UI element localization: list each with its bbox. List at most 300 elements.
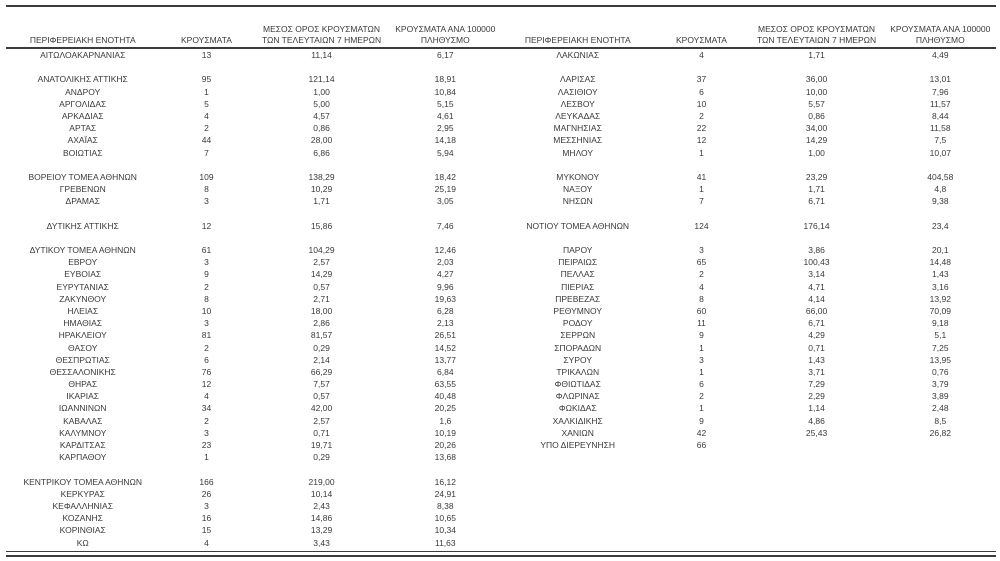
cases-value: 3 xyxy=(699,354,704,365)
avg-7day-value: 14,29 xyxy=(310,269,333,280)
per-100k-value: 5,1 xyxy=(934,330,947,341)
cases-value: 26 xyxy=(201,488,212,499)
avg-7day-value: 0,71 xyxy=(313,427,330,438)
region-name: ΚΕΝΤΡΙΚΟΥ ΤΟΜΕΑ ΑΘΗΝΩΝ xyxy=(23,476,142,487)
table-row xyxy=(501,439,996,451)
per-100k-value: 11,63 xyxy=(434,537,456,548)
avg-7day-value: 10,00 xyxy=(805,86,828,97)
spacer-cell xyxy=(654,524,748,536)
table-row xyxy=(6,268,501,280)
regions-table-left xyxy=(6,7,501,549)
avg-7day-value: 36,00 xyxy=(805,74,828,85)
spacer-cell xyxy=(501,61,654,73)
avg-7day-value: 4,71 xyxy=(808,281,825,292)
avg-7day-value: 2,29 xyxy=(808,391,825,402)
spacer-cell xyxy=(654,159,748,171)
cases-value: 9 xyxy=(204,269,209,280)
spacer-row xyxy=(501,537,996,549)
column-header-per-100k: ΚΡΟΥΣΜΑΤΑ ΑΝΑ 100000 ΠΛΗΘΥΣΜΟ xyxy=(885,7,996,48)
region-name: ΦΛΩΡΙΝΑΣ xyxy=(555,391,600,402)
cases-value: 2 xyxy=(699,110,704,121)
spacer-cell xyxy=(748,451,884,463)
per-100k-value: 19,63 xyxy=(434,293,456,304)
cases-value: 4 xyxy=(699,50,704,60)
spacer-cell xyxy=(748,207,884,219)
table-row xyxy=(501,342,996,354)
cases-value: 7 xyxy=(204,147,209,158)
column-header-per-100k: ΚΡΟΥΣΜΑΤΑ ΑΝΑ 100000 ΠΛΗΘΥΣΜΟ xyxy=(390,7,501,48)
cases-value: 81 xyxy=(201,330,212,341)
cases-value: 3 xyxy=(699,245,704,255)
cases-value: 6 xyxy=(204,354,209,365)
cases-value: 22 xyxy=(696,123,707,134)
per-100k-value: 7,25 xyxy=(932,342,949,353)
avg-7day-value: 3,43 xyxy=(313,537,330,548)
spacer-row xyxy=(501,159,996,171)
spacer-row xyxy=(501,512,996,524)
table-row xyxy=(6,256,501,268)
spacer-cell xyxy=(6,232,159,244)
spacer-cell xyxy=(6,61,159,73)
cases-value: 66 xyxy=(696,440,707,450)
column-header-cases: ΚΡΟΥΣΜΑΤΑ xyxy=(159,7,253,48)
cases-value: 9 xyxy=(699,415,704,426)
cases-value: 23 xyxy=(201,440,212,450)
table-row xyxy=(6,439,501,451)
spacer-cell xyxy=(159,463,253,475)
table-row xyxy=(6,451,501,463)
avg-7day-value: 1,00 xyxy=(313,86,330,97)
region-name: ΛΑΣΙΘΙΟΥ xyxy=(557,86,598,97)
avg-7day-value: 66,00 xyxy=(805,305,828,316)
per-100k-value: 2,13 xyxy=(437,318,454,329)
cases-value: 2 xyxy=(699,391,704,402)
spacer-cell xyxy=(501,524,654,536)
cases-value: 1 xyxy=(699,147,704,158)
avg-7day-value: 219,00 xyxy=(308,476,335,487)
column-header-avg-7day: ΜΕΣΟΣ ΟΡΟΣ ΚΡΟΥΣΜΑΤΩΝ ΤΩΝ ΤΕΛΕΥΤΑΙΩΝ 7 ΗΜΕΡΩΝ xyxy=(748,7,884,48)
avg-7day-value: 81,57 xyxy=(310,330,333,341)
table-row xyxy=(6,354,501,366)
spacer-cell xyxy=(654,500,748,512)
per-100k-value: 6,84 xyxy=(437,366,454,377)
per-100k-value: 13,01 xyxy=(929,74,951,85)
regions-table-right xyxy=(501,7,996,549)
table-row xyxy=(6,171,501,183)
region-name: ΦΘΙΩΤΙΔΑΣ xyxy=(554,379,601,390)
cases-value: 3 xyxy=(204,257,209,268)
cases-value: 41 xyxy=(696,171,707,182)
table-row xyxy=(6,98,501,110)
table-row xyxy=(501,427,996,439)
spacer-cell xyxy=(159,61,253,73)
per-100k-value: 13,95 xyxy=(929,354,951,365)
table-row xyxy=(6,390,501,402)
table-row xyxy=(501,402,996,414)
region-name: ΝΑΞΟΥ xyxy=(563,184,593,195)
avg-7day-value: 15,86 xyxy=(310,220,333,231)
table-row xyxy=(6,86,501,98)
avg-7day-value: 3,71 xyxy=(808,366,825,377)
avg-7day-value: 7,29 xyxy=(808,379,825,390)
spacer-row xyxy=(501,488,996,500)
spacer-cell xyxy=(253,232,389,244)
table-row xyxy=(501,134,996,146)
avg-7day-value: 138,29 xyxy=(308,171,335,182)
per-100k-value: 8,38 xyxy=(437,500,454,511)
spacer-cell xyxy=(885,476,996,488)
avg-7day-value: 6,71 xyxy=(808,196,825,207)
avg-7day-value: 0,57 xyxy=(313,391,330,402)
spacer-cell xyxy=(501,451,654,463)
avg-7day-value xyxy=(748,439,884,451)
spacer-cell xyxy=(253,159,389,171)
avg-7day-value: 18,00 xyxy=(310,305,333,316)
region-name: ΚΕΡΚΥΡΑΣ xyxy=(60,488,105,499)
per-100k-value: 7,46 xyxy=(437,220,454,231)
cases-value: 65 xyxy=(696,257,707,268)
spacer-cell xyxy=(654,451,748,463)
per-100k-value: 13,68 xyxy=(434,452,456,463)
table-row xyxy=(6,476,501,488)
region-name: ΚΑΡΔΙΤΣΑΣ xyxy=(59,440,106,450)
region-name: ΑΡΓΟΛΙΔΑΣ xyxy=(59,98,107,109)
spacer-cell xyxy=(654,207,748,219)
cases-value: 4 xyxy=(204,110,209,121)
region-name: ΔΥΤΙΚΗΣ ΑΤΤΙΚΗΣ xyxy=(46,220,119,231)
per-100k-value: 18,91 xyxy=(434,74,456,85)
region-name: ΙΚΑΡΙΑΣ xyxy=(66,391,100,402)
table-row xyxy=(6,402,501,414)
spacer-cell xyxy=(654,512,748,524)
region-name: ΚΑΡΠΑΘΟΥ xyxy=(59,452,107,463)
region-name: ΚΩ xyxy=(76,537,89,548)
table-header-right xyxy=(501,7,996,48)
avg-7day-value: 1,71 xyxy=(808,50,825,60)
cases-value: 3 xyxy=(204,427,209,438)
cases-value: 15 xyxy=(201,525,212,536)
table-row xyxy=(501,98,996,110)
spacer-cell xyxy=(885,61,996,73)
cases-value: 12 xyxy=(201,379,212,390)
spacer-cell xyxy=(501,207,654,219)
avg-7day-value: 2,43 xyxy=(313,500,330,511)
cases-value: 1 xyxy=(699,342,704,353)
avg-7day-value: 10,29 xyxy=(310,184,333,195)
table-row xyxy=(501,195,996,207)
region-name: ΠΡΕΒΕΖΑΣ xyxy=(555,293,601,304)
region-name: ΗΛΕΙΑΣ xyxy=(67,305,99,316)
region-name: ΛΑΡΙΣΑΣ xyxy=(559,74,596,85)
per-100k-value: 7,5 xyxy=(934,135,947,146)
cases-value: 6 xyxy=(699,86,704,97)
table-row xyxy=(6,317,501,329)
region-name: ΕΥΡΥΤΑΝΙΑΣ xyxy=(56,281,109,292)
avg-7day-value: 25,43 xyxy=(805,427,828,438)
avg-7day-value: 4,14 xyxy=(808,293,825,304)
avg-7day-value: 14,86 xyxy=(310,513,333,524)
region-name: ΧΑΝΙΩΝ xyxy=(561,427,594,438)
per-100k-value: 10,65 xyxy=(434,513,456,524)
per-100k-value: 6,17 xyxy=(437,50,454,60)
region-name: ΗΡΑΚΛΕΙΟΥ xyxy=(58,330,107,341)
spacer-cell xyxy=(885,537,996,549)
avg-7day-value: 42,00 xyxy=(310,403,333,414)
region-name: ΘΕΣΠΡΩΤΙΑΣ xyxy=(55,354,110,365)
table-row xyxy=(6,73,501,85)
cases-value: 109 xyxy=(199,171,214,182)
table-row xyxy=(6,500,501,512)
avg-7day-value: 2,57 xyxy=(313,257,330,268)
region-name: ΧΑΛΚΙΔΙΚΗΣ xyxy=(552,415,603,426)
avg-7day-value: 5,00 xyxy=(313,98,330,109)
bottom-rule xyxy=(6,551,996,557)
avg-7day-value: 4,57 xyxy=(313,110,330,121)
table-row xyxy=(6,183,501,195)
column-header-avg-7day: ΜΕΣΟΣ ΟΡΟΣ ΚΡΟΥΣΜΑΤΩΝ ΤΩΝ ΤΕΛΕΥΤΑΙΩΝ 7 ΗΜΕΡΩΝ xyxy=(253,7,389,48)
table-row xyxy=(501,366,996,378)
cases-value: 11 xyxy=(697,318,706,329)
table-row xyxy=(6,293,501,305)
region-name: ΚΕΦΑΛΛΗΝΙΑΣ xyxy=(52,500,113,511)
table-row xyxy=(6,220,501,232)
region-name: ΣΕΡΡΩΝ xyxy=(560,330,596,341)
per-100k-value: 8,44 xyxy=(932,110,949,121)
region-name: ΘΗΡΑΣ xyxy=(68,379,98,390)
cases-value: 8 xyxy=(204,293,209,304)
spacer-cell xyxy=(253,207,389,219)
avg-7day-value: 2,71 xyxy=(313,293,330,304)
spacer-cell xyxy=(390,207,501,219)
cases-value: 42 xyxy=(696,427,707,438)
per-100k-value: 4,49 xyxy=(932,50,949,60)
region-name: ΔΡΑΜΑΣ xyxy=(65,196,100,207)
table-row xyxy=(6,134,501,146)
region-name: ΜΥΚΟΝΟΥ xyxy=(556,171,600,182)
per-100k-value: 16,12 xyxy=(434,476,456,487)
per-100k-value: 63,55 xyxy=(434,379,456,390)
per-100k-value: 20,25 xyxy=(434,403,456,414)
region-name: ΠΙΕΡΙΑΣ xyxy=(561,281,595,292)
region-name: ΕΒΡΟΥ xyxy=(68,257,98,268)
table-row xyxy=(6,281,501,293)
spacer-cell xyxy=(885,207,996,219)
regional-cases-tables xyxy=(6,7,996,549)
spacer-cell xyxy=(501,500,654,512)
spacer-cell xyxy=(253,61,389,73)
spacer-cell xyxy=(501,512,654,524)
spacer-cell xyxy=(390,61,501,73)
region-name: ΝΗΣΩΝ xyxy=(562,196,593,207)
cases-value: 44 xyxy=(201,135,212,146)
avg-7day-value: 2,86 xyxy=(313,318,330,329)
per-100k-value: 13,77 xyxy=(434,354,456,365)
table-row xyxy=(501,329,996,341)
table-row xyxy=(501,378,996,390)
per-100k-value: 14,52 xyxy=(434,342,456,353)
column-header-cases: ΚΡΟΥΣΜΑΤΑ xyxy=(654,7,748,48)
avg-7day-value: 23,29 xyxy=(805,171,828,182)
table-body-left xyxy=(6,48,501,549)
spacer-row xyxy=(6,232,501,244)
table-row xyxy=(501,268,996,280)
avg-7day-value: 0,86 xyxy=(313,123,330,134)
spacer-cell xyxy=(654,232,748,244)
avg-7day-value: 1,71 xyxy=(313,196,330,207)
region-name: ΑΝΔΡΟΥ xyxy=(65,86,101,97)
region-name: ΒΟΙΩΤΙΑΣ xyxy=(62,147,103,158)
cases-value: 166 xyxy=(199,476,214,487)
avg-7day-value: 176,14 xyxy=(803,220,830,231)
spacer-cell xyxy=(748,476,884,488)
per-100k-value: 14,18 xyxy=(434,135,456,146)
spacer-row xyxy=(501,463,996,475)
table-row xyxy=(501,305,996,317)
table-row xyxy=(6,488,501,500)
spacer-cell xyxy=(654,476,748,488)
avg-7day-value: 6,86 xyxy=(313,147,330,158)
spacer-cell xyxy=(159,159,253,171)
avg-7day-value: 1,71 xyxy=(808,184,825,195)
region-name: ΚΟΡΙΝΘΙΑΣ xyxy=(59,525,106,536)
table-row xyxy=(6,378,501,390)
spacer-cell xyxy=(748,232,884,244)
spacer-row xyxy=(501,232,996,244)
table-header-left xyxy=(6,7,501,48)
cases-value: 2 xyxy=(699,269,704,280)
cases-value: 10 xyxy=(201,305,212,316)
cases-value: 7 xyxy=(699,196,704,207)
table-row xyxy=(501,244,996,256)
cases-value: 3 xyxy=(204,318,209,329)
per-100k-value: 4,8 xyxy=(934,184,947,195)
cases-value: 2 xyxy=(204,281,209,292)
avg-7day-value: 6,71 xyxy=(808,318,825,329)
region-name: ΑΙΤΩΛΟΑΚΑΡΝΑΝΙΑΣ xyxy=(40,50,126,60)
per-100k-value: 70,09 xyxy=(929,305,951,316)
table-row xyxy=(501,183,996,195)
spacer-cell xyxy=(6,159,159,171)
per-100k-value: 5,94 xyxy=(437,147,454,158)
spacer-cell xyxy=(885,451,996,463)
region-name: ΚΟΖΑΝΗΣ xyxy=(62,513,103,524)
avg-7day-value: 2,57 xyxy=(313,415,330,426)
cases-value: 12 xyxy=(201,220,212,231)
spacer-cell xyxy=(748,61,884,73)
cases-value: 2 xyxy=(204,415,209,426)
region-name: ΒΟΡΕΙΟΥ ΤΟΜΕΑ ΑΘΗΝΩΝ xyxy=(28,171,137,182)
cases-value: 4 xyxy=(204,537,209,548)
spacer-cell xyxy=(6,207,159,219)
avg-7day-value: 3,86 xyxy=(808,245,825,255)
per-100k-value: 2,03 xyxy=(437,257,454,268)
spacer-cell xyxy=(748,512,884,524)
per-100k-value: 14,48 xyxy=(929,257,951,268)
avg-7day-value: 0,86 xyxy=(808,110,825,121)
avg-7day-value: 2,14 xyxy=(313,354,330,365)
per-100k-value: 3,16 xyxy=(932,281,949,292)
region-name: ΦΩΚΙΔΑΣ xyxy=(558,403,597,414)
spacer-cell xyxy=(390,159,501,171)
table-row xyxy=(6,329,501,341)
column-header-region: ΠΕΡΙΦΕΡΕΙΑΚΗ ΕΝΟΤΗΤΑ xyxy=(6,7,159,48)
spacer-cell xyxy=(748,524,884,536)
table-row xyxy=(6,512,501,524)
per-100k-value: 10,84 xyxy=(434,86,456,97)
cases-value: 34 xyxy=(201,403,212,414)
per-100k-value: 404,58 xyxy=(927,171,954,182)
region-name: ΚΑΛΥΜΝΟΥ xyxy=(59,427,107,438)
spacer-cell xyxy=(885,463,996,475)
cases-value: 37 xyxy=(696,74,707,85)
spacer-row xyxy=(6,159,501,171)
region-name: ΚΑΒΑΛΑΣ xyxy=(63,415,103,426)
spacer-cell xyxy=(885,524,996,536)
table-row xyxy=(6,305,501,317)
per-100k-value: 9,96 xyxy=(437,281,454,292)
avg-7day-value: 104,29 xyxy=(308,245,335,255)
region-name: ΛΕΥΚΑΔΑΣ xyxy=(555,110,601,121)
avg-7day-value: 0,57 xyxy=(313,281,330,292)
per-100k-value: 10,34 xyxy=(434,525,456,536)
table-row xyxy=(501,281,996,293)
cases-value: 1 xyxy=(204,86,209,97)
cases-value: 95 xyxy=(201,74,212,85)
per-100k-value: 23,4 xyxy=(932,220,949,231)
cases-value: 2 xyxy=(204,342,209,353)
avg-7day-value: 0,71 xyxy=(808,342,825,353)
cases-value: 5 xyxy=(204,98,209,109)
table-row xyxy=(501,110,996,122)
region-name: ΜΕΣΣΗΝΙΑΣ xyxy=(553,135,603,146)
spacer-cell xyxy=(501,232,654,244)
cases-value: 1 xyxy=(699,184,704,195)
avg-7day-value: 1,14 xyxy=(808,403,825,414)
per-100k-value: 20,26 xyxy=(434,440,456,450)
region-name: ΜΑΓΝΗΣΙΑΣ xyxy=(553,123,602,134)
per-100k-value: 3,79 xyxy=(932,379,949,390)
spacer-cell xyxy=(501,463,654,475)
spacer-row xyxy=(501,500,996,512)
spacer-cell xyxy=(748,500,884,512)
per-100k-value: 10,07 xyxy=(929,147,951,158)
table-row xyxy=(501,390,996,402)
per-100k-value: 20,1 xyxy=(932,245,949,255)
region-name: ΔΥΤΙΚΟΥ ΤΟΜΕΑ ΑΘΗΝΩΝ xyxy=(29,245,136,255)
table-row xyxy=(6,524,501,536)
table-row xyxy=(6,48,501,61)
table-row xyxy=(501,122,996,134)
spacer-cell xyxy=(748,488,884,500)
table-row xyxy=(501,354,996,366)
cases-value: 16 xyxy=(201,513,212,524)
spacer-row xyxy=(501,524,996,536)
cases-value: 2 xyxy=(204,123,209,134)
region-name: ΜΗΛΟΥ xyxy=(562,147,594,158)
region-name: ΑΝΑΤΟΛΙΚΗΣ ΑΤΤΙΚΗΣ xyxy=(37,74,128,85)
region-name: ΛΕΣΒΟΥ xyxy=(560,98,595,109)
region-name: ΘΕΣΣΑΛΟΝΙΚΗΣ xyxy=(49,366,116,377)
spacer-cell xyxy=(885,512,996,524)
table-row xyxy=(6,122,501,134)
avg-7day-value: 7,57 xyxy=(313,379,330,390)
per-100k-value xyxy=(885,439,996,451)
column-header-region: ΠΕΡΙΦΕΡΕΙΑΚΗ ΕΝΟΤΗΤΑ xyxy=(501,7,654,48)
table-row xyxy=(6,244,501,256)
avg-7day-value: 121,14 xyxy=(308,74,335,85)
per-100k-value: 2,95 xyxy=(437,123,454,134)
region-name: ΗΜΑΘΙΑΣ xyxy=(63,318,103,329)
